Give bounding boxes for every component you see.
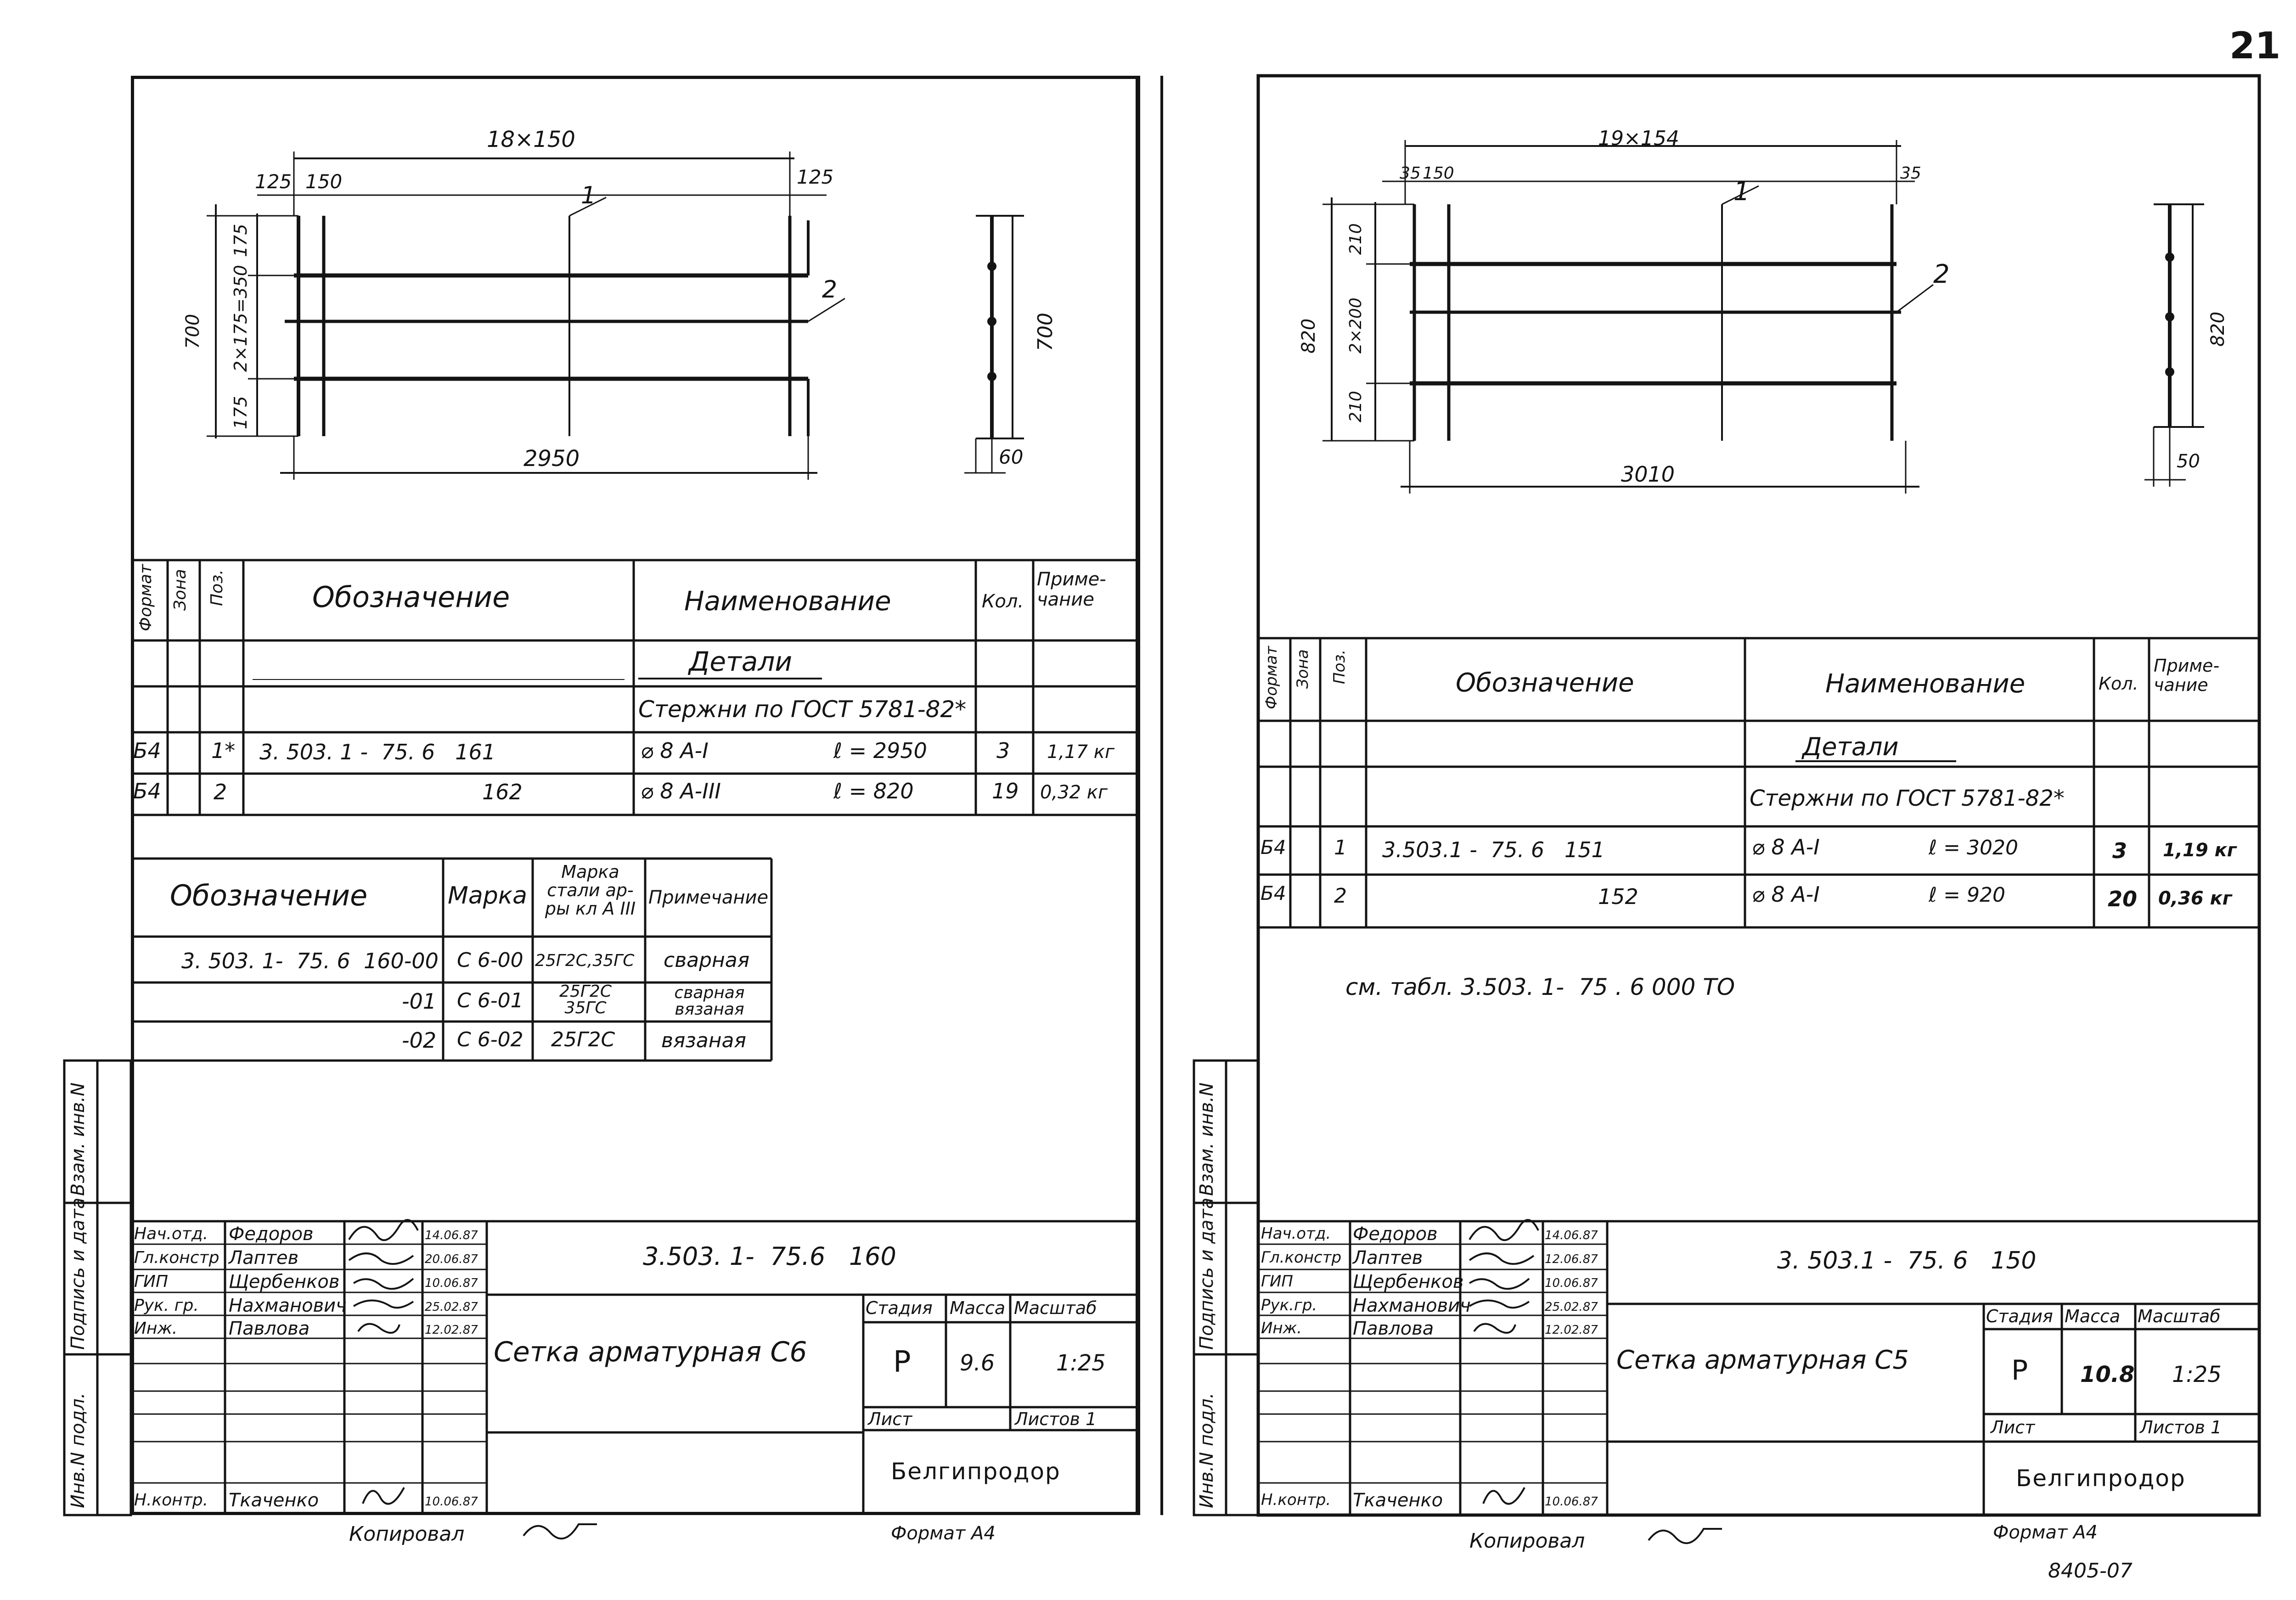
right-side-label-inv: Инв.N подл.: [1196, 1392, 1217, 1508]
left-spec-r1-designation: 3. 503. 1 - 75. 6 161: [259, 740, 495, 764]
left-dim-top: 18×150: [487, 127, 575, 152]
right-footer-code: 8405-07: [2048, 1559, 2133, 1583]
right-spec-r1-qty: 3: [2112, 838, 2127, 863]
right-note: см. табл. 3.503. 1- 75 . 6 000 ТО: [1345, 974, 1735, 1000]
left-var-r2-note: сварная вязаная: [674, 983, 745, 1019]
left-stamp-scale-label: Масштаб: [1014, 1298, 1097, 1318]
left-spec-h-qty: Кол.: [982, 591, 1024, 612]
left-dim-side-mid: 2×175=350: [231, 265, 251, 372]
left-stamp-role-5: Инж.: [134, 1319, 178, 1338]
right-spec-r2-note: 0,36 кг: [2158, 888, 2232, 909]
right-dim-height: 820: [1298, 318, 1319, 354]
left-spec-r1-format: Б4: [133, 738, 161, 763]
left-stamp-role-4: Рук. гр.: [134, 1296, 199, 1315]
right-spec-r2-qty: 20: [2108, 887, 2138, 911]
left-dim-step: 150: [305, 170, 343, 193]
right-stamp-name-5: Павлова: [1353, 1318, 1434, 1339]
right-format: Формат А4: [1993, 1522, 2098, 1543]
right-stamp-date-3: 10.06.87: [1545, 1276, 1598, 1290]
left-stamp-org: Белгипродор: [891, 1458, 1061, 1485]
left-spec-section: Детали: [689, 646, 793, 677]
left-spec-r2-designation: 162: [482, 780, 523, 804]
left-stamp-name-5: Павлова: [229, 1318, 310, 1339]
left-stamp-stage: Р: [893, 1345, 911, 1379]
right-copied: Копировал: [1469, 1529, 1585, 1553]
left-stamp-scale: 1:25: [1056, 1350, 1106, 1376]
left-var-r3-mark: С 6-02: [457, 1028, 523, 1051]
right-spec-h-name: Наименование: [1825, 669, 2026, 699]
left-side-height: 700: [1034, 313, 1057, 351]
right-dim-right-gap: 35: [1900, 164, 1921, 183]
right-spec-r1-pos: 1: [1334, 836, 1347, 859]
left-spec-r2-qty: 19: [992, 779, 1019, 803]
left-stamp-code: 3.503. 1- 75.6 160: [643, 1242, 896, 1271]
right-stamp-control-date: 10.06.87: [1545, 1495, 1598, 1509]
left-stamp-date-4: 25.02.87: [425, 1300, 478, 1314]
left-stamp-sheet-label: Лист: [868, 1409, 912, 1429]
left-spec-r2-length: ℓ = 820: [833, 779, 914, 803]
right-stamp-name-2: Лаптев: [1353, 1247, 1423, 1269]
right-spec-r1-format: Б4: [1261, 836, 1286, 859]
left-spec-r1-note: 1,17 кг: [1047, 741, 1114, 763]
right-stamp-scale: 1:25: [2172, 1362, 2222, 1387]
right-stamp-date-5: 12.02.87: [1545, 1323, 1598, 1337]
right-spec-r1-note: 1,19 кг: [2163, 840, 2237, 861]
left-stamp-name-1: Федоров: [229, 1224, 314, 1245]
left-spec-h-designation: Обозначение: [312, 580, 510, 614]
left-side-label-inv: Инв.N подл.: [68, 1392, 89, 1508]
left-dim-height: 700: [182, 314, 203, 349]
right-dim-top: 19×154: [1598, 127, 1679, 150]
left-spec-h-pos: Поз.: [208, 569, 226, 606]
right-side-label-repl: Взам. инв.N: [1196, 1082, 1217, 1196]
left-dim-side-bot: 175: [231, 396, 251, 429]
left-side-width: 60: [999, 446, 1024, 468]
left-stamp-mass: 9.6: [960, 1350, 995, 1376]
left-side-label-sign: Подпись и дата: [68, 1197, 89, 1350]
right-dim-side-mid: 2×200: [1346, 298, 1365, 354]
right-stamp-mass-label: Масса: [2065, 1306, 2121, 1326]
right-stamp-stage-label: Стадия: [1986, 1306, 2053, 1326]
right-stamp-name-4: Нахманович: [1353, 1295, 1471, 1316]
left-stamp-date-3: 10.06.87: [425, 1276, 478, 1290]
left-stamp-role-2: Гл.констр: [134, 1248, 219, 1267]
left-spec-r1-length: ℓ = 2950: [833, 738, 927, 763]
left-stamp-title: Сетка арматурная С6: [494, 1336, 807, 1368]
right-spec-r2-pos: 2: [1334, 884, 1347, 908]
right-spec-h-format: Формат: [1262, 646, 1281, 709]
right-stamp-role-4: Рук.гр.: [1261, 1296, 1317, 1314]
right-stamp-title: Сетка арматурная С5: [1616, 1345, 1909, 1375]
right-stamp-control-name: Ткаченко: [1353, 1490, 1443, 1511]
right-spec-h-qty: Кол.: [2099, 674, 2138, 694]
right-side-label-sign: Подпись и дата: [1196, 1197, 1217, 1350]
left-dim-left-gap: 125: [255, 170, 292, 193]
left-mesh-drawing: [207, 152, 1024, 480]
left-var-r1-designation: 3. 503. 1- 75. 6 160-00: [181, 949, 439, 973]
left-var-r3-steel: 25Г2С: [551, 1028, 615, 1051]
right-stamp-org: Белгипродор: [2016, 1465, 2186, 1492]
left-spec-h-note: Приме-чание: [1037, 569, 1106, 610]
right-spec-h-zone: Зона: [1294, 649, 1312, 689]
right-stamp-role-3: ГИП: [1261, 1272, 1293, 1291]
right-stamp-control-role: Н.контр.: [1261, 1491, 1331, 1509]
left-stamp-control-role: Н.контр.: [134, 1491, 208, 1510]
left-spec-r2-pos: 2: [214, 780, 227, 804]
right-stamp-name-3: Щербенков: [1353, 1271, 1464, 1292]
right-dim-step: 150: [1423, 164, 1454, 183]
left-spec-r1-qty: 3: [996, 738, 1010, 763]
right-mesh-drawing: [1322, 140, 2204, 494]
right-stamp-date-4: 25.02.87: [1545, 1300, 1598, 1314]
right-side-width: 50: [2177, 451, 2200, 472]
left-spec-r2-format: Б4: [133, 779, 161, 803]
left-spec-r1-name: ⌀ 8 А-I: [641, 738, 709, 763]
left-var-r3-note: вязаная: [661, 1029, 746, 1052]
left-stamp-role-3: ГИП: [134, 1272, 169, 1291]
right-spec-r2-designation: 152: [1598, 884, 1638, 909]
left-var-h-steel: Марка стали ар-ры кл А III: [545, 862, 636, 919]
right-dim-side-bot: 210: [1346, 391, 1365, 422]
left-var-r1-note: сварная: [664, 949, 750, 972]
left-stamp-date-2: 20.06.87: [425, 1252, 478, 1266]
left-pos-1: 1: [581, 182, 597, 209]
left-dim-right-gap: 125: [797, 166, 834, 188]
right-pos-2: 2: [1933, 259, 1950, 289]
right-stamp-mass: 10.8: [2080, 1362, 2135, 1387]
left-spec-r1-pos: 1*: [211, 738, 236, 763]
left-side-label-repl: Взам. инв.N: [68, 1082, 89, 1196]
right-side-height: 820: [2207, 311, 2228, 347]
left-var-r2-mark: С 6-01: [457, 989, 523, 1012]
right-spec-h-note: Приме-чание: [2154, 656, 2220, 695]
right-stamp-role-5: Инж.: [1261, 1319, 1302, 1337]
left-var-r2-steel: 25Г2С 35ГС: [559, 982, 612, 1017]
left-spec-r2-name: ⌀ 8 А-III: [641, 779, 721, 803]
right-spec-r2-name: ⌀ 8 А-I: [1752, 882, 1820, 907]
left-stamp-name-3: Щербенков: [229, 1271, 340, 1292]
right-stamp-date-2: 12.06.87: [1545, 1252, 1598, 1266]
left-pos-2: 2: [822, 276, 838, 303]
right-dim-length: 3010: [1621, 462, 1675, 487]
right-spec-subsection: Стержни по ГОСТ 5781-82*: [1750, 786, 2065, 811]
right-spec-r2-format: Б4: [1261, 882, 1286, 904]
left-dim-side-top: 175: [231, 224, 251, 257]
left-stamp-name-2: Лаптев: [229, 1247, 299, 1269]
signature-scribbles: [349, 1220, 1722, 1546]
left-spec-h-zone: Зона: [171, 569, 190, 611]
left-var-r1-steel: 25Г2С,35ГС: [535, 951, 635, 970]
right-stamp-code: 3. 503.1 - 75. 6 150: [1777, 1247, 2037, 1274]
left-stamp-control-name: Ткаченко: [229, 1490, 319, 1511]
left-var-r1-mark: С 6-00: [457, 949, 523, 972]
left-var-h-note: Примечание: [648, 887, 769, 908]
right-stamp-stage: Р: [2011, 1354, 2028, 1387]
right-stamp-date-1: 14.06.87: [1545, 1229, 1598, 1242]
right-spec-r1-designation: 3.503.1 - 75. 6 151: [1382, 837, 1605, 862]
left-stamp-role-1: Нач.отд.: [134, 1224, 208, 1243]
right-stamp-role-2: Гл.констр: [1261, 1248, 1342, 1267]
right-spec-h-designation: Обозначение: [1456, 668, 1634, 698]
left-format: Формат А4: [891, 1523, 996, 1544]
right-spec-r1-length: ℓ = 3020: [1929, 836, 2018, 859]
left-stamp-sheets-label: Листов 1: [1015, 1409, 1097, 1429]
left-spec-r2-note: 0,32 кг: [1040, 782, 1108, 803]
right-dim-side-top: 210: [1346, 223, 1365, 255]
right-stamp-role-1: Нач.отд.: [1261, 1224, 1331, 1243]
right-spec-r1-name: ⌀ 8 А-I: [1752, 835, 1820, 859]
left-dim-length: 2950: [523, 446, 580, 472]
left-spec-subsection: Стержни по ГОСТ 5781-82*: [638, 696, 967, 723]
right-stamp-scale-label: Масштаб: [2138, 1306, 2221, 1326]
left-stamp-control-date: 10.06.87: [425, 1495, 478, 1509]
left-stamp-date-5: 12.02.87: [425, 1323, 478, 1337]
right-dim-left-gap: 35: [1400, 164, 1421, 183]
left-stamp-mass-label: Масса: [950, 1298, 1006, 1318]
left-var-h-designation: Обозначение: [170, 879, 368, 912]
left-var-r3-designation: -02: [402, 1028, 437, 1053]
right-spec-section: Детали: [1802, 732, 1899, 761]
left-var-h-mark: Марка: [448, 882, 528, 909]
right-stamp-sheet-label: Лист: [1991, 1417, 2035, 1437]
right-stamp-sheets-label: Листов 1: [2140, 1417, 2222, 1437]
right-stamp-name-1: Федоров: [1353, 1224, 1438, 1245]
right-pos-1: 1: [1733, 177, 1750, 207]
left-stamp-date-1: 14.06.87: [425, 1229, 478, 1242]
page-number: 21: [2229, 24, 2281, 67]
left-spec-h-name: Наименование: [684, 585, 891, 617]
left-copied: Копировал: [349, 1522, 465, 1546]
right-spec-h-pos: Поз.: [1330, 649, 1349, 684]
left-stamp-name-4: Нахманович: [229, 1295, 347, 1316]
left-spec-h-format: Формат: [136, 564, 155, 631]
left-var-r2-designation: -01: [402, 989, 437, 1014]
left-stamp-stage-label: Стадия: [866, 1298, 933, 1318]
right-spec-r2-length: ℓ = 920: [1929, 883, 2005, 907]
